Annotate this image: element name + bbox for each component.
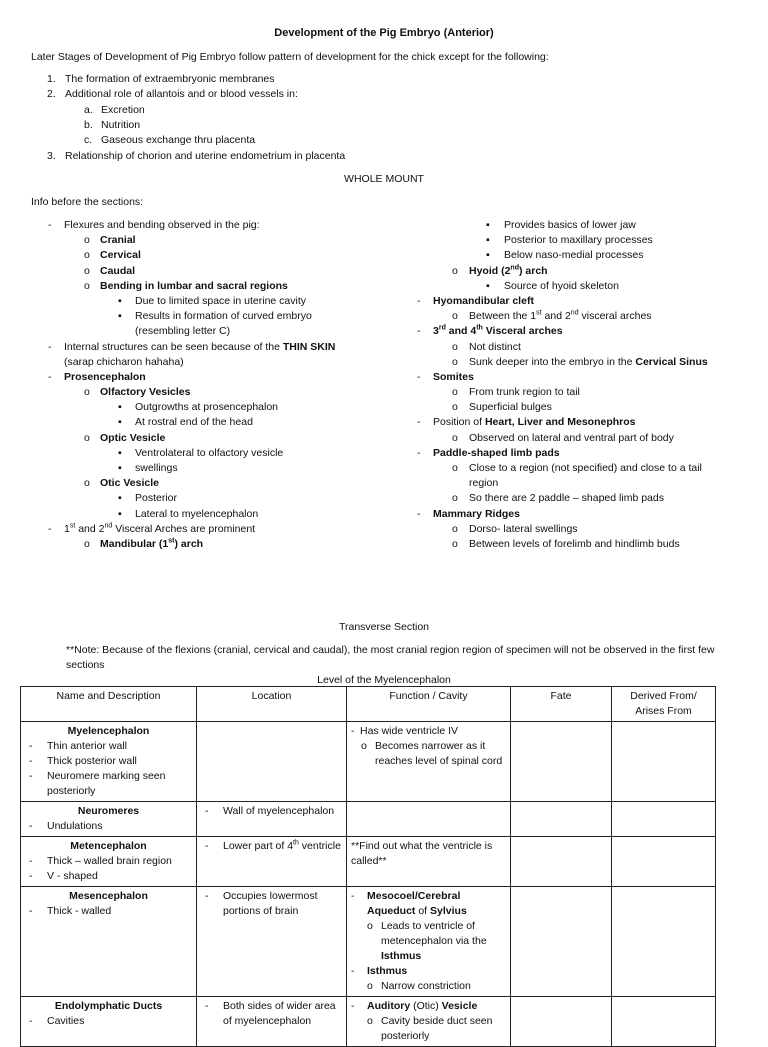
- myelencephalon-table: [20, 686, 716, 1047]
- note-text: **Note: Because of the flexions (cranial, cervical and caudal), the most cranial region region of specimen will not be observed in the first few sections: [66, 644, 715, 672]
- info-before-label: Info before the sections:: [31, 196, 144, 208]
- table-caption: Level of the Myelencephalon: [317, 674, 451, 686]
- table-row: Endolymphatic Ducts - Cavities - Both sides of wider area of myelencephalon - Auditory (Otic) Vesicle o Cavity beside duct seen posteriorly: [21, 997, 716, 1047]
- list-item: 1. The formation of extraembryonic membranes: [47, 73, 275, 85]
- lettered-list: [84, 103, 255, 149]
- list-item: a. Excretion: [84, 104, 145, 116]
- col-header: Location: [197, 687, 347, 722]
- list-item: 2. Additional role of allantois and or blood vessels in:: [47, 88, 298, 101]
- col-header: Fate: [511, 687, 612, 722]
- intro-text: Later Stages of Development of Pig Embryo follow pattern of development for the chick except for the following:: [31, 51, 549, 63]
- whole-mount-heading: WHOLE MOUNT: [344, 173, 424, 185]
- left-column: - Flexures and bending observed in the pig: o Cranial o Cervical o Caudal o Bending in lumbar and sacral regions ▪ Due to limited space in uterine cavity ▪ Results in formation of curved embryo (resembling letter C) - Internal structures can be seen because of the THIN SKIN (sarap chicharon hahaha) - Prosencephalon o Olfactory Vesicles ▪ Outgrowths at prosencephalon ▪ At rostral end of the head o Optic Vesicle ▪ Ventrolateral to olfactory vesicle ▪ swellings o Otic Vesicle ▪ Posterior ▪ Lateral to myelencephalon - 1st and 2nd Visceral Arches are prominent o Mandibular (1st) arch: [48, 219, 336, 550]
- table-row: Myelencephalon - Thin anterior wall - Thick posterior wall - Neuromere marking seen posteriorly - Has wide ventricle IV o Becomes narrower as it reaches level of spinal cord: [21, 722, 716, 802]
- list-item: c. Gaseous exchange thru placenta: [84, 134, 256, 147]
- list-item: 3. Relationship of chorion and uterine endometrium in placenta: [47, 150, 346, 162]
- col-header: Name and Description: [21, 687, 197, 722]
- table-header-row: [21, 687, 716, 722]
- col-header: Derived From/ Arises From: [612, 687, 716, 722]
- numbered-list: [47, 72, 298, 102]
- page-title: Development of the Pig Embryo (Anterior): [274, 27, 494, 39]
- table-row: Mesencephalon - Thick - walled - Occupies lowermost portions of brain - Mesocoel/Cerebral Aqueduct of Sylvius o Leads to ventricle of metencephalon via the Isthmus - Isthmus o Narrow constriction: [21, 887, 716, 997]
- table-row: Neuromeres - Undulations - Wall of myelencephalon: [21, 802, 716, 837]
- table-row: Metencephalon - Thick – walled brain region - V - shaped - Lower part of 4th ventricle **Find out what the ventricle is called**: [21, 837, 716, 887]
- col-header: Function / Cavity: [347, 687, 511, 722]
- transverse-heading: Transverse Section: [338, 621, 430, 633]
- list-item: b. Nutrition: [84, 119, 141, 132]
- right-column: ▪ Provides basics of lower jaw ▪ Posterior to maxillary processes ▪ Below naso-medial processes o Hyoid (2nd) arch ▪ Source of hyoid skeleton - Hyomandibular cleft o Between the 1st and 2nd visceral arches - 3rd and 4th Visceral arches o Not distinct o Sunk deeper into the embryo in the Cervical Sinus - Somites o From trunk region to tail o Superficial bulges - Position of Heart, Liver and Mesonephros o Observed on lateral and ventral part of body - Paddle-shaped limb pads o Close to a region (not specified) and close to a tail region o So there are 2 paddle – shaped limb pads - Mammary Ridges o Dorso- lateral swellings o Between levels of forelimb and hindlimb buds: [417, 219, 708, 550]
